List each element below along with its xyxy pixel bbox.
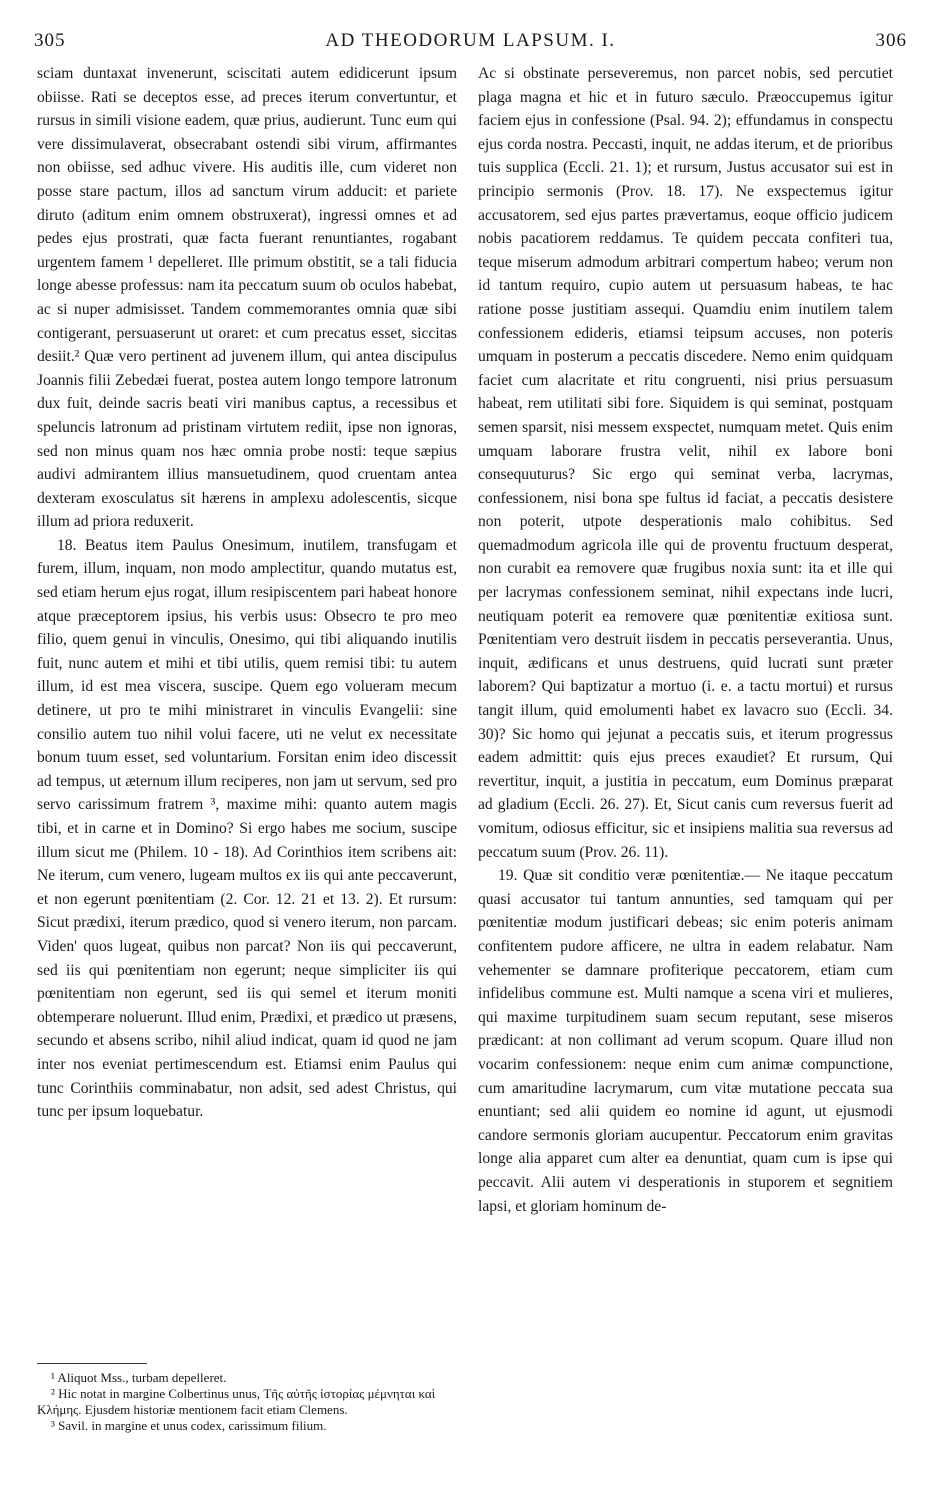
page-number-left: 305 xyxy=(34,30,66,51)
footnote-divider xyxy=(37,1363,147,1364)
running-title: AD THEODORUM LAPSUM. I. xyxy=(325,30,616,51)
footnote: ³ Savil. in margine et unus codex, carissimum filium. xyxy=(51,1418,327,1433)
right-column xyxy=(478,62,893,1218)
paragraph: sciam duntaxat invenerunt, sciscitati autem edidicerunt ipsum obiisse. Rati se deceptos esse, ad preces iterum convertuntur, et rursus in simili visione eadem, quæ prius, audierunt. Tunc eum qui vere dissimulaverat, obsecrabant ostendi sibi virum, affirmantes non obiisse, sed adhuc vivere. His auditis ille, cum videret non posse stare pactum, illos ad sanctum virum adducit: et pariete diruto (aditum enim omnem obstruxerat), ingressi omnes et ad pedes ejus prostrati, quæ facta fuerant renuntiantes, rogabant urgentem famem ¹ depelleret. Ille primum obstitit, se a tali fiducia longe abesse professus: nam ita peccatum suum ob oculos habebat, ac si nuper admisisset. Tandem commemorantes omnia quæ sibi contigerant, persuaserunt ut oraret: et cum precatus esset, siccitas desiit.² Quæ vero pertinent ad juvenem illum, qui antea discipulus Joannis filii Zebedæi fuerat, postea autem longo tempore latronum dux fuit, deinde sacris beati viri manibus captus, a recessibus et speluncis latronum ad pristinam virtutem rediit, ipse non ignoras, sed non minus quam nos hæc omnia probe nosti: teque sæpius audivi admirantem illius mansuetudinem, quod cruentam antea dexteram exosculatus sit hærens in amplexu adolescentis, sicque illum ad priora reduxerit. xyxy=(37,65,457,531)
paragraph: Ac si obstinate perseveremus, non parcet nobis, sed percutiet plaga magna et hic et in futuro sæculo. Præoccupemus igitur faciem ejus in confessione (Psal. 94. 2); effundamus in conspectu ejus corda nostra. Peccasti, inquit, ne addas iterum, et de prioribus tuis supplica (Eccli. 21. 1); et rursum, Justus accusator sui est in principio sermonis (Prov. 18. 17). Ne exspectemus igitur accusatorem, sed ejus partes prævertamus, eoque officio judicem nobis pacatiorem reddamus. Te quidem peccata confiteri tua, teque miserum admodum arbitrari compertum habeo; verum non id tantum requiro, cupio autem ut persuasum habeas, te hac ratione posse justitiam assequi. Quamdiu enim inutilem talem confessionem edideris, etiamsi teipsum accuses, non poteris umquam in posterum a peccatis discedere. Nemo enim quidquam faciet cum alacritate et ritu congruenti, nisi prius persuasum habeat, rem utilitati sibi fore. Siquidem is qui seminat, postquam semen sparsit, nisi messem exspectet, numquam metet. Quis enim umquam laborare frustra velit, nihil ex labore boni consequuturus? Sic ergo qui seminat verba, lacrymas, confessionem, nisi bona spe fultus id faciat, a peccatis desistere non poterit, utpote desperationis malo cohibitus. Sed quemadmodum agricola ille qui de proventu fructuum desperat, non curabit ea removere quæ frugibus noxia sunt: ita et ille qui per lacrymas confessionem seminat, nihil expectans inde lucri, neutiquam poterit ea removere quæ pœnitentiæ exitiosa sunt. Pœnitentiam vero destruit iisdem in peccatis perseverantia. Unus, inquit, ædificans et unus destruens, quid lucrati sunt præter laborem? Qui baptizatur a mortuo (i. e. a tactu mortui) et rursus tangit illum, quid emolumenti habet ex lavacro suo (Eccli. 34. 30)? Sic homo qui jejunat a peccatis suis, et iterum progressus eadem admittit: quis ejus preces exaudiet? Et rursum, Qui revertitur, inquit, a justitia in peccatum, eum Dominus præparat ad gladium (Eccli. 26. 27). Et, Sicut canis cum reversus fuerit ad vomitum, odiosus efficitur, sic et insipiens malitia sua reversus ad peccatum suum (Prov. 26. 11). xyxy=(478,65,893,861)
footnotes xyxy=(37,1370,457,1434)
page-header xyxy=(34,30,907,58)
page-number-right: 306 xyxy=(875,30,907,51)
footnote: ¹ Aliquot Mss., turbam depelleret. xyxy=(51,1370,227,1385)
left-column xyxy=(37,62,457,1124)
footnote: ² Hic notat in margine Colbertinus unus, Τῆς αὐτῆς ἱστορίας μέμνηται καὶ Κλήμης. Ejusdem historiæ mentionem facit etiam Clemens. xyxy=(37,1386,436,1417)
paragraph-19: 19. Quæ sit conditio veræ pœnitentiæ.— Ne itaque peccatum quasi accusator tui tantum annunties, sed tamquam qui per pœnitentiæ modum justificari debeas; sic enim poteris animam confitentem pudore afficere, ne ultra in eadem relabatur. Nam vehementer se damnare profiterique peccatorem, etiam cum infidelibus commune est. Multi namque a scena viri et mulieres, qui maxime turpitudinem suam secum reputant, sese miseros prædicant: at non collimant ad verum scopum. Quare illud non vocarim confessionem: neque enim cum animæ compunctione, cum amaritudine lacrymarum, cum vitæ mutatione peccata sua enuntiant; sed alii quidem eo nomine id agunt, ut ejusmodi candore sermonis gloriam aucupentur. Peccatorum enim gravitas longe alia apparet cum alter ea denuntiat, quam cum is ipse qui peccavit. Alii autem vi desperationis in stuporem et segnitiem lapsi, et gloriam hominum de- xyxy=(478,867,893,1215)
paragraph-18: 18. Beatus item Paulus Onesimum, inutilem, transfugam et furem, illum, inquam, non modo amplectitur, quando mutatus est, sed etiam herum ejus rogat, illum resipiscentem pari habeat honore atque præceptorem ipsius, his verbis usus: Obsecro te pro meo filio, quem genui in vinculis, Onesimo, qui tibi aliquando inutilis fuit, nunc autem et mihi et tibi utilis, quem remisi tibi: tu autem illum, id est mea viscera, suscipe. Quem ego volueram mecum detinere, ut pro te mihi ministraret in vinculis Evangelii: sine consilio autem tuo nihil volui facere, uti ne velut ex necessitate bonum tuum esset, sed voluntarium. Forsitan enim ideo discessit ad tempus, ut æternum illum reciperes, non jam ut servum, sed pro servo carissimum fratrem ³, maxime mihi: quanto autem magis tibi, et in carne et in Domino? Si ergo habes me socium, suscipe illum sicut me (Philem. 10 - 18). Ad Corinthios item scribens ait: Ne iterum, cum venero, lugeam multos ex iis qui ante peccaverunt, et non egerunt pœnitentiam (2. Cor. 12. 21 et 13. 2). Et rursum: Sicut prædixi, iterum prædico, quod si venero iterum, non parcam. Viden' quos lugeat, quibus non parcat? Non iis qui peccaverunt, sed iis qui pœnitentiam non egerunt; neque simpliciter iis qui pœnitentiam non egerunt, sed iis qui semel et iterum moniti obtemperare noluerunt. Illud enim, Prædixi, et prædico ut præsens, secundo et absens scribo, nihil aliud indicat, quam id quod ne jam inter nos eveniat pertimescendum est. Etiamsi enim Paulus qui tunc Corinthiis comminabatur, non adsit, sed adest Christus, qui tunc per ipsum loquebatur. xyxy=(37,536,457,1121)
